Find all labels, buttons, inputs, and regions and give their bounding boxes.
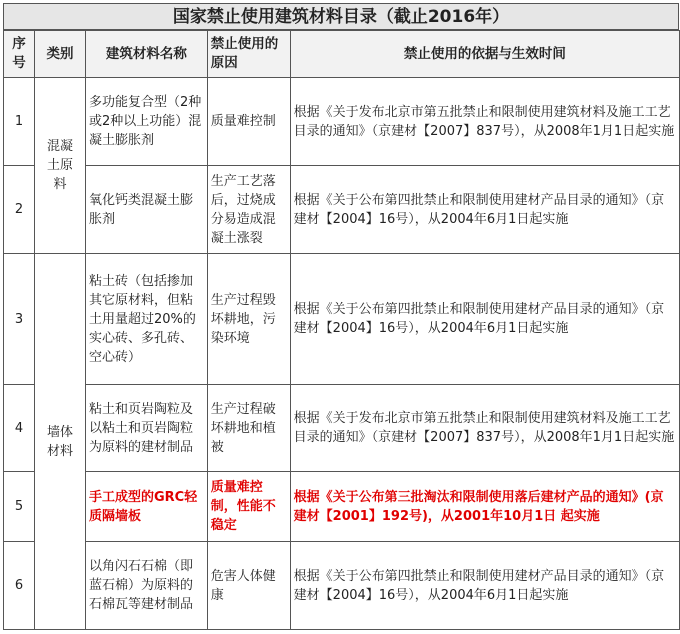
table-row xyxy=(4,542,680,630)
ban-basis: 根据《关于公布第四批禁止和限制使用建材产品目录的通知》（京建材【2004】16号），从2004年6月1日起实施 xyxy=(290,254,679,385)
material-name: 粘土砖（包括掺加其它原材料，但粘土用量超过20%的实心砖、多孔砖、空心砖） xyxy=(85,254,207,385)
ban-basis: 根据《关于公布第四批禁止和限制使用建材产品目录的通知》（京建材【2004】16号），从2004年6月1日起实施 xyxy=(290,166,679,254)
table-row xyxy=(4,385,680,472)
table-title: 国家禁止使用建筑材料目录（截止2016年） xyxy=(3,3,679,30)
header-basis: 禁止使用的依据与生效时间 xyxy=(290,31,679,78)
ban-basis: 根据《关于公布第三批淘汰和限制使用落后建材产品的通知》(京建材【2001】192号)，从2001年10月1日 起实施 xyxy=(290,472,679,542)
category-cell: 混凝土原料 xyxy=(35,78,86,254)
ban-reason: 生产工艺落后，过烧成分易造成混凝土涨裂 xyxy=(207,166,290,254)
ban-reason: 质量难控制 xyxy=(207,78,290,166)
row-number: 6 xyxy=(4,542,35,630)
table-row-highlighted xyxy=(4,472,680,542)
header-row xyxy=(4,31,680,78)
material-name: 多功能复合型（2种或2种以上功能）混凝土膨胀剂 xyxy=(85,78,207,166)
banned-materials-table xyxy=(3,30,680,630)
header-no: 序号 xyxy=(4,31,35,78)
ban-reason: 生产过程破坏耕地和植被 xyxy=(207,385,290,472)
row-number: 1 xyxy=(4,78,35,166)
ban-basis: 根据《关于公布第四批禁止和限制使用建材产品目录的通知》（京建材【2004】16号），从2004年6月1日起实施 xyxy=(290,542,679,630)
table-row xyxy=(4,254,680,385)
ban-reason: 危害人体健康 xyxy=(207,542,290,630)
row-number: 3 xyxy=(4,254,35,385)
row-number: 5 xyxy=(4,472,35,542)
material-name: 氧化钙类混凝土膨胀剂 xyxy=(85,166,207,254)
header-reason: 禁止使用的原因 xyxy=(207,31,290,78)
ban-basis: 根据《关于发布北京市第五批禁止和限制使用建筑材料及施工工艺目录的通知》（京建材【2007】837号），从2008年1月1日起实施 xyxy=(290,78,679,166)
material-name: 手工成型的GRC轻质隔墙板 xyxy=(85,472,207,542)
ban-reason: 质量难控制，性能不稳定 xyxy=(207,472,290,542)
table-row xyxy=(4,78,680,166)
row-number: 2 xyxy=(4,166,35,254)
row-number: 4 xyxy=(4,385,35,472)
ban-reason: 生产过程毁坏耕地，污染环境 xyxy=(207,254,290,385)
category-cell: 墙体材料 xyxy=(35,254,86,630)
ban-basis: 根据《关于发布北京市第五批禁止和限制使用建筑材料及施工工艺目录的通知》（京建材【2007】837号），从2008年1月1日起实施 xyxy=(290,385,679,472)
table-row xyxy=(4,166,680,254)
material-name: 粘土和页岩陶粒及以粘土和页岩陶粒为原料的建材制品 xyxy=(85,385,207,472)
header-category: 类别 xyxy=(35,31,86,78)
material-name: 以角闪石石棉（即蓝石棉）为原料的石棉瓦等建材制品 xyxy=(85,542,207,630)
header-name: 建筑材料名称 xyxy=(85,31,207,78)
